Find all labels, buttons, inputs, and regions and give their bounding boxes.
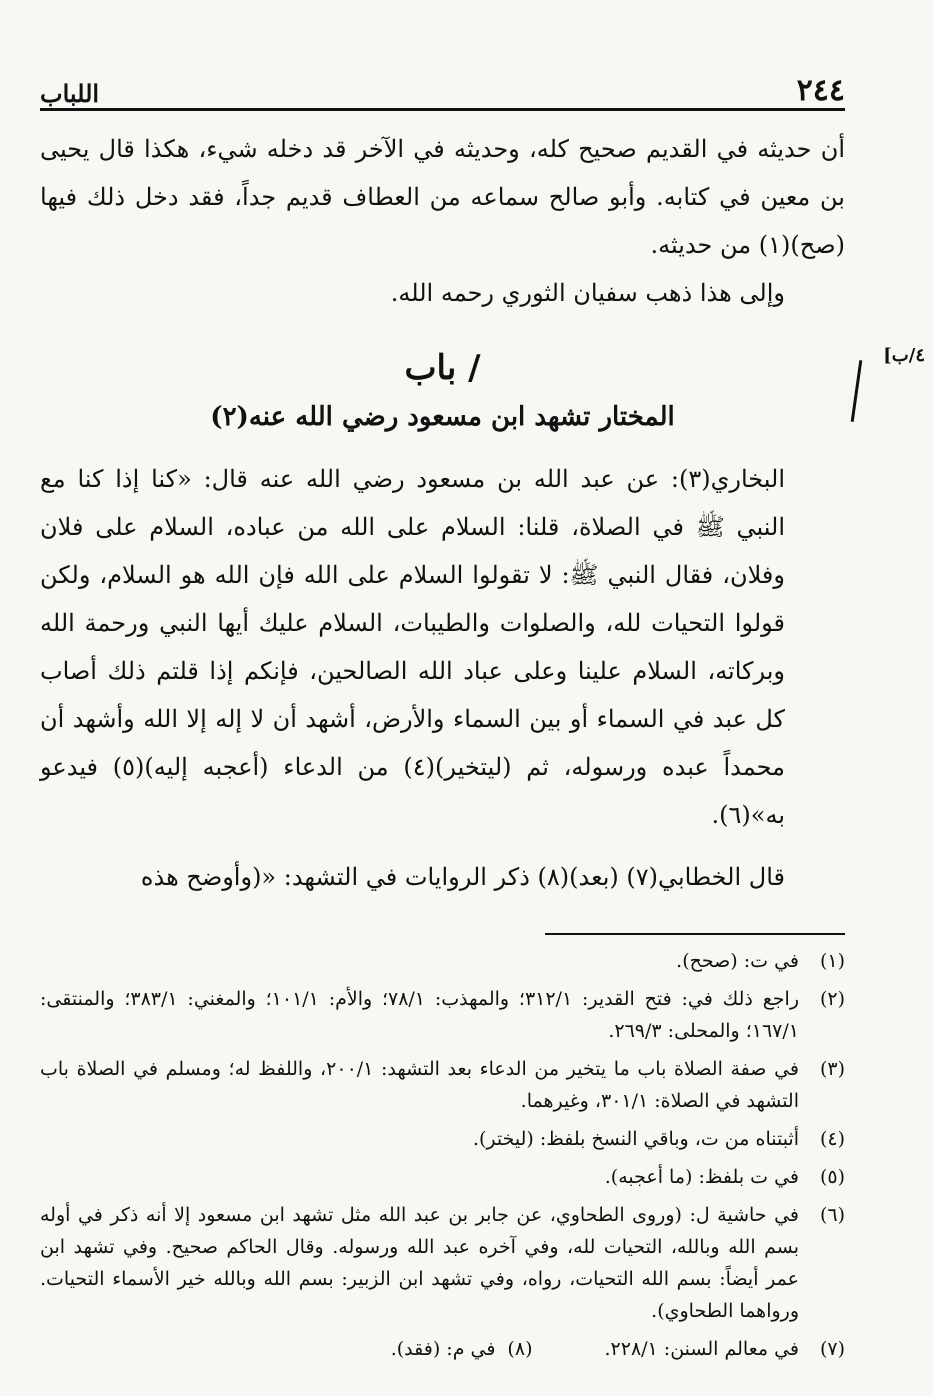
footnote-text: في ت: (صحح). [676,950,799,972]
page-number: ٢٤٤ [796,73,845,108]
footnote [40,1161,845,1193]
section-text [40,455,845,901]
book-title: اللباب [40,79,100,108]
footnote-text: في حاشية ل: (وروى الطحاوي، عن جابر بن عبد الله مثل تشهد ابن مسعود إلا أنه ذكر في أوله بسم الله وبالله، التحيات لله، وفي آخره عبد الله ورسوله. وقال الحاكم صحيح. وفي تشهد ابن عمر أيضاً: بسم الله التحيات، رواه، وفي تشهد ابن الزبير: بسم الله وبالله خير الأسماء التحيات. ورواهما الطحاوي). [40,1204,799,1322]
footnote-text: في معالم السنن: ٢٢٨/١. [604,1338,799,1360]
paragraph: وإلى هذا ذهب سفيان الثوري رحمه الله. [390,279,785,307]
page-header [40,60,845,111]
chapter-subtitle: المختار تشهد ابن مسعود رضي الله عنه(٢) [210,402,675,432]
footnote [40,1199,845,1327]
footnote-number: (٢) [819,988,845,1010]
footnote-text: في صفة الصلاة باب ما يتخير من الدعاء بعد التشهد: ٢٠٠/١، واللفظ له؛ ومسلم في الصلاة باب التشهد في الصلاة: ٣٠١/١، وغيرهما. [40,1058,799,1112]
paragraph: أن حديثه في القديم صحيح كله، وحديثه في الآخر قد دخله شيء، هكذا قال يحيى بن معين في كتابه. وأبو صالح سماعه من العطاف قديم جداً، فقد دخل ذلك فيها (صح)(١) من حديثه. [40,135,845,259]
footnote-divider [545,933,845,935]
manuscript-folio-note: ٤/ب] [883,345,925,366]
footnotes [40,945,845,1365]
footnote-number: (٨) [507,1338,533,1360]
paragraph: قال الخطابي(٧) (بعد)(٨) ذكر الروايات في التشهد: «(وأوضح هذه [140,863,785,891]
footnote-text: أثبتناه من ت، وباقي النسخ بلفظ: (ليختر). [472,1128,799,1150]
footnote [40,983,845,1047]
body-text [40,125,845,901]
footnote-number: (١) [819,950,845,972]
footnote-text: في م: (فقد). [390,1338,496,1360]
footnote [40,945,845,977]
footnote [40,1123,845,1155]
footnote-text: راجع ذلك في: فتح القدير: ٣١٢/١؛ والمهذب: ٧٨/١؛ والأم: ١٠١/١؛ والمغني: ٣٨٣/١؛ والمنتقى: ١٦٧/١؛ والمحلى: ٢٦٩/٣. [40,988,800,1042]
footnote-text: في ت بلفظ: (ما أعجبه). [604,1166,799,1188]
chapter-title: / باب [404,348,481,388]
footnote-number: (٣) [819,1058,845,1080]
footnote-row [40,1333,845,1365]
footnote-number: (٦) [819,1204,845,1226]
footnote-number: (٥) [819,1166,845,1188]
footnote-number: (٧) [819,1338,845,1360]
paragraph: البخاري(٣): عن عبد الله بن مسعود رضي الله عنه قال: «كنا إذا كنا مع النبي ﷺ في الصلاة، قلنا: السلام على الله من عباده، السلام على فلان وفلان، فقال النبي ﷺ: لا تقولوا السلام على الله فإن الله هو السلام، ولكن قولوا التحيات لله، والصلوات والطيبات، السلام عليك أيها النبي ورحمة الله وبركاته، السلام علينا وعلى عباد الله الصالحين، فإنكم إذا قلتم ذلك أصاب كل عبد في السماء أو بين السماء والأرض، أشهد أن لا إله إلا الله وأشهد أن محمداً عبده ورسوله، ثم (ليتخير)(٤) من الدعاء (أعجبه إليه)(٥) فيدعو به»(٦). [40,465,786,829]
footnote-number: (٤) [819,1128,845,1150]
footnote [40,1053,845,1117]
margin-mark [851,360,863,422]
document-page [40,60,845,1380]
